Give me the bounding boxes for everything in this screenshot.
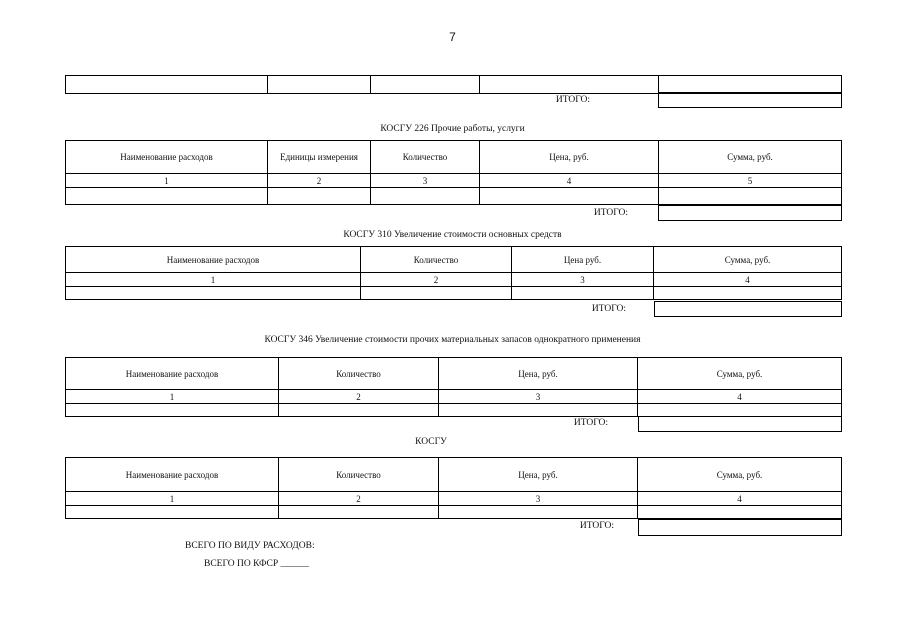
- table-header-row: [66, 458, 842, 492]
- table-row: [66, 404, 842, 417]
- col-header: Количество: [361, 247, 512, 273]
- table-header-row: [66, 247, 842, 273]
- table-kosgu-346: [65, 357, 842, 417]
- table-number-row: [66, 390, 842, 404]
- total-by-expense-type: ВСЕГО ПО ВИДУ РАСХОДОВ:: [185, 541, 315, 551]
- col-header: Сумма, руб.: [659, 141, 842, 174]
- section-title-kosgu: КОСГУ: [415, 437, 447, 447]
- col-header: Количество: [279, 358, 439, 390]
- col-header: Цена, руб.: [439, 358, 638, 390]
- col-header: Сумма, руб.: [638, 458, 842, 492]
- col-header: Наименование расходов: [66, 141, 268, 174]
- col-header: Количество: [279, 458, 439, 492]
- col-number: 2: [361, 273, 512, 287]
- itogo-label: ИТОГО:: [579, 521, 614, 531]
- col-number: 1: [66, 492, 279, 506]
- col-number: 2: [279, 390, 439, 404]
- itogo-label: ИТОГО:: [555, 95, 590, 105]
- itogo-value-box[interactable]: [654, 301, 842, 317]
- col-number: 1: [66, 174, 268, 188]
- col-header: Сумма, руб.: [638, 358, 842, 390]
- section-title-226: КОСГУ 226 Прочие работы, услуги: [380, 124, 525, 134]
- col-number: 4: [638, 492, 842, 506]
- col-header: Наименование расходов: [66, 358, 279, 390]
- col-number: 3: [371, 174, 480, 188]
- table-kosgu-310: [65, 246, 842, 300]
- total-by-kfsr: ВСЕГО ПО КФСР ______: [204, 559, 309, 569]
- col-number: 1: [66, 390, 279, 404]
- table-kosgu-226: [65, 140, 842, 205]
- itogo-value-box[interactable]: [658, 92, 842, 108]
- col-number: 4: [638, 390, 842, 404]
- table-row: [66, 287, 842, 300]
- section-title-346: КОСГУ 346 Увеличение стоимости прочих материальных запасов однократного применения: [264, 335, 641, 345]
- itogo-label: ИТОГО:: [593, 208, 628, 218]
- col-number: 2: [268, 174, 371, 188]
- itogo-value-box[interactable]: [638, 519, 842, 536]
- itogo-label: ИТОГО:: [573, 418, 608, 428]
- col-number: 2: [279, 492, 439, 506]
- col-header: Цена, руб.: [439, 458, 638, 492]
- table-header-row: [66, 358, 842, 390]
- col-header: Количество: [371, 141, 480, 174]
- col-header: Цена, руб.: [480, 141, 659, 174]
- table-kosgu: [65, 457, 842, 519]
- itogo-label: ИТОГО:: [591, 304, 626, 314]
- col-header: Наименование расходов: [66, 247, 361, 273]
- table-header-row: [66, 141, 842, 174]
- table-row: [66, 188, 842, 205]
- table-row: [66, 76, 842, 94]
- col-number: 4: [480, 174, 659, 188]
- section-title-310: КОСГУ 310 Увеличение стоимости основных средств: [343, 230, 562, 240]
- table-number-row: [66, 492, 842, 506]
- page-number: 7: [449, 30, 456, 44]
- table-number-row: [66, 273, 842, 287]
- col-number: 4: [654, 273, 842, 287]
- col-header: Цена руб.: [512, 247, 654, 273]
- table-number-row: [66, 174, 842, 188]
- col-header: Наименование расходов: [66, 458, 279, 492]
- col-number: 5: [659, 174, 842, 188]
- col-number: 3: [439, 492, 638, 506]
- col-number: 3: [439, 390, 638, 404]
- itogo-value-box[interactable]: [658, 205, 842, 221]
- itogo-value-box[interactable]: [638, 416, 842, 432]
- col-header: Сумма, руб.: [654, 247, 842, 273]
- col-number: 3: [512, 273, 654, 287]
- col-number: 1: [66, 273, 361, 287]
- col-header: Единицы измерения: [268, 141, 371, 174]
- table-row: [66, 506, 842, 519]
